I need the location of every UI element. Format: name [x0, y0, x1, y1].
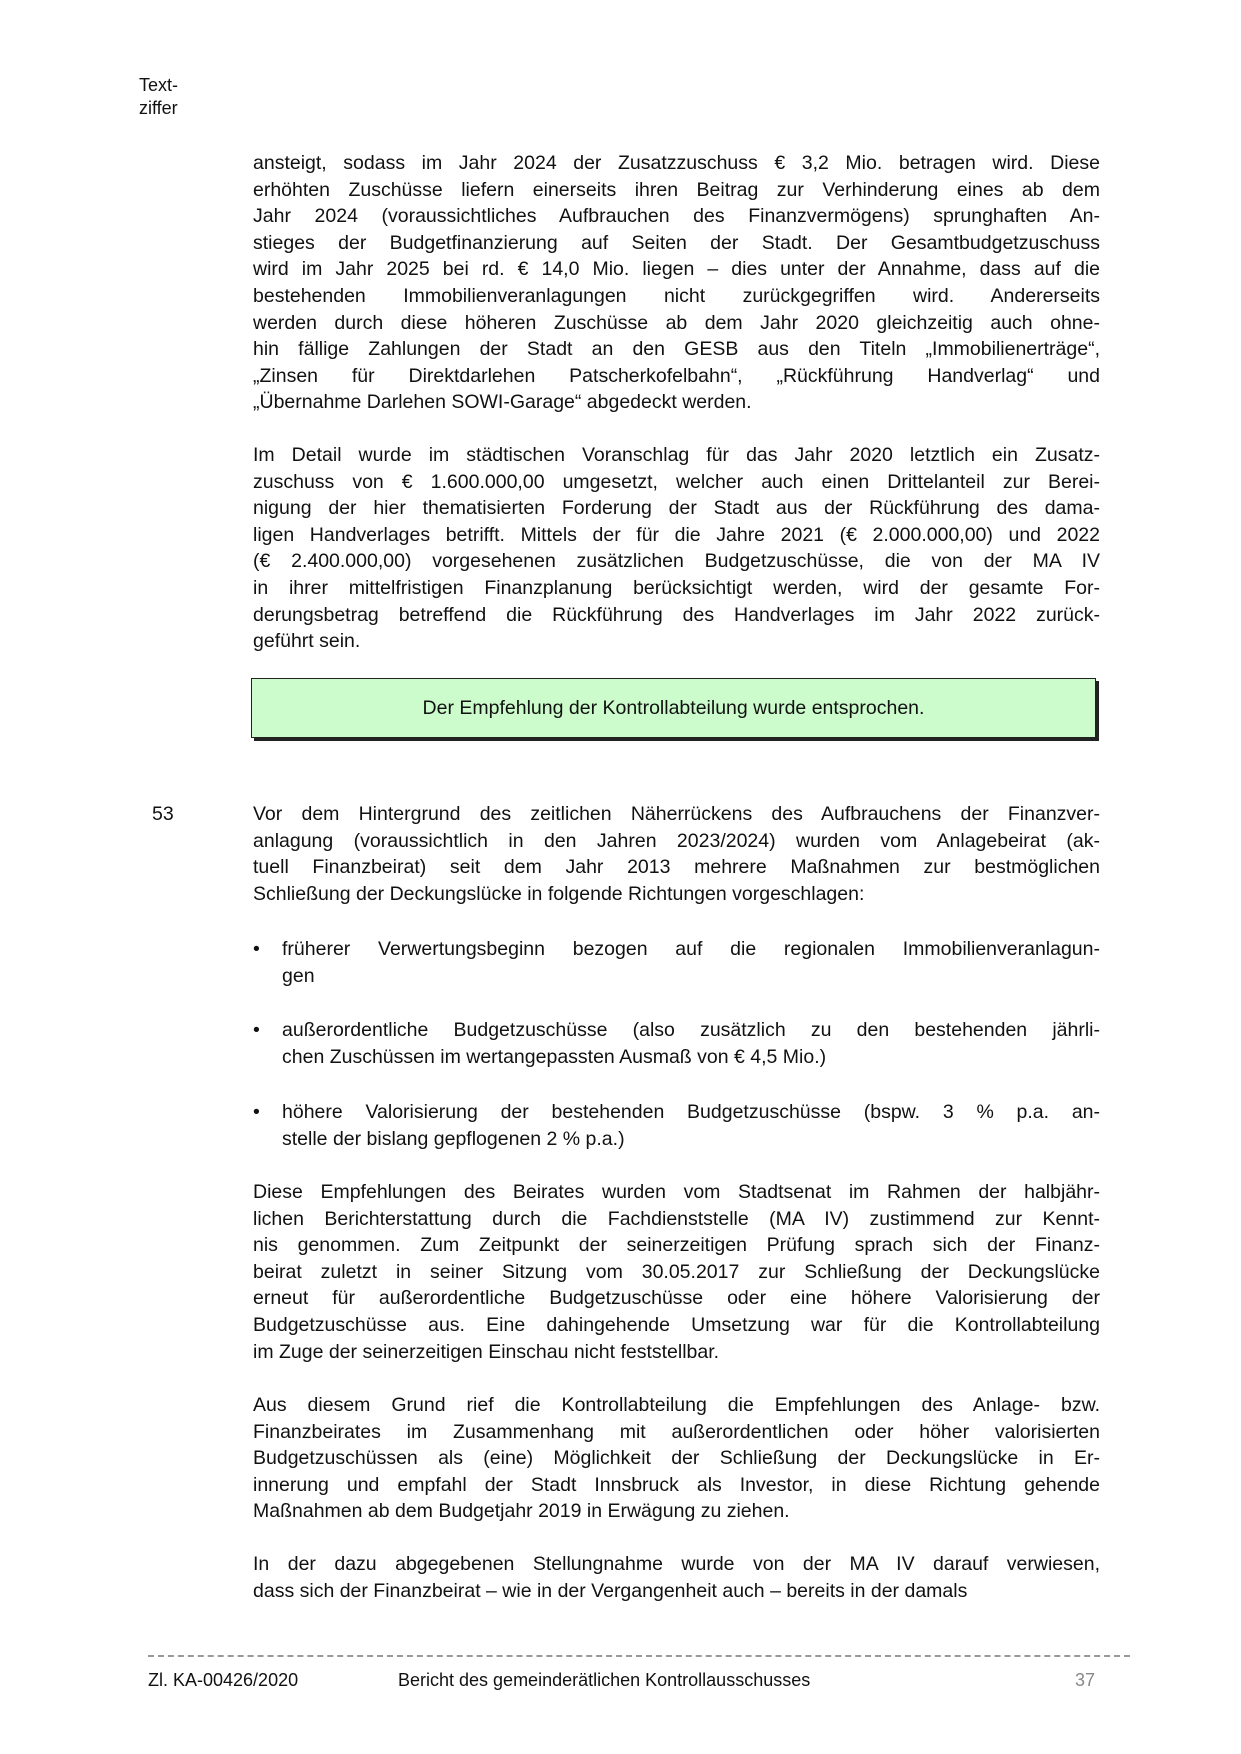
text-line: Schließung der Deckungslücke in folgende Richtungen vorgeschlagen:: [253, 882, 865, 905]
text-line: zuschuss von € 1.600.000,00 umgesetzt, welcher auch einen Drittelanteil zur Berei-: [253, 470, 1100, 493]
text-line: höhere Valorisierung der bestehenden Budgetzuschüsse (bspw. 3 % p.a. an-: [282, 1101, 1100, 1123]
text-line: in ihrer mittelfristigen Finanzplanung berücksichtigt werden, wird der gesamte For-: [253, 576, 1100, 599]
bullet-text: [282, 1099, 1100, 1152]
text-line: stelle der bislang gepflogenen 2 % p.a.): [282, 1127, 625, 1150]
text-line: derungsbetrag betreffend die Rückführung des Handverlages im Jahr 2022 zurück-: [253, 603, 1100, 626]
bullet-text: [282, 936, 1100, 989]
text-line: erneut für außerordentliche Budgetzuschüsse oder eine höhere Valorisierung der: [253, 1287, 1100, 1310]
text-line: innerung und empfahl der Stadt Innsbruck als Investor, in diese Richtung gehende: [253, 1473, 1100, 1496]
text-line: stieges der Budgetfinanzierung auf Seiten der Stadt. Der Gesamtbudgetzuschuss: [253, 231, 1100, 254]
text-line: Vor dem Hintergrund des zeitlichen Näherrückens des Aufbrauchens der Finanzver-: [253, 803, 1100, 825]
text-line: erhöhten Zuschüsse liefern einerseits ihren Beitrag zur Verhinderung eines ab dem: [253, 178, 1100, 201]
bullet-icon: •: [253, 938, 260, 960]
bullet-icon: •: [253, 1019, 260, 1041]
margin-label-line: ziffer: [139, 98, 178, 118]
margin-label-line: Text-: [139, 75, 179, 95]
paragraph: [253, 801, 1100, 907]
text-line: nis genommen. Zum Zeitpunkt der seinerzeitigen Prüfung sprach sich der Finanz-: [253, 1234, 1100, 1257]
bullet-icon: •: [253, 1101, 260, 1123]
paragraph: [253, 1551, 1100, 1604]
text-line: außerordentliche Budgetzuschüsse (also zusätzlich zu den bestehenden jährli-: [282, 1019, 1100, 1041]
text-line: dass sich der Finanzbeirat – wie in der Vergangenheit auch – bereits in der damals: [253, 1579, 968, 1602]
text-line: tuell Finanzbeirat) seit dem Jahr 2013 mehrere Maßnahmen zur bestmöglichen: [253, 856, 1100, 879]
text-line: „Zinsen für Direktdarlehen Patscherkofelbahn“, „Rückführung Handverlag“ und: [253, 364, 1100, 387]
text-line: ansteigt, sodass im Jahr 2024 der Zusatzzuschuss € 3,2 Mio. betragen wird. Diese: [253, 152, 1100, 174]
text-line: bestehenden Immobilienveranlagungen nicht zurückgegriffen wird. Andererseits: [253, 284, 1100, 307]
text-line: geführt sein.: [253, 630, 361, 653]
paragraph: [253, 442, 1100, 655]
text-line: In der dazu abgegebenen Stellungnahme wurde von der MA IV darauf verwiesen,: [253, 1553, 1100, 1575]
recommendation-box: [251, 678, 1096, 738]
text-line: (€ 2.400.000,00) vorgesehenen zusätzlichen Budgetzuschüsse, die von der MA IV: [253, 550, 1100, 573]
text-line: beirat zuletzt in seiner Sitzung vom 30.05.2017 zur Schließung der Deckungslücke: [253, 1260, 1100, 1283]
footer-reference: Zl. KA-00426/2020: [148, 1670, 299, 1690]
text-line: wird im Jahr 2025 bei rd. € 14,0 Mio. liegen – dies unter der Annahme, dass auf die: [253, 258, 1100, 281]
text-line: chen Zuschüssen im wertangepassten Ausmaß von € 4,5 Mio.): [282, 1045, 827, 1068]
text-line: „Übernahme Darlehen SOWI-Garage“ abgedeckt werden.: [253, 391, 752, 414]
text-line: werden durch diese höheren Zuschüsse ab dem Jahr 2020 gleichzeitig auch ohne-: [253, 311, 1100, 334]
text-line: im Zuge der seinerzeitigen Einschau nicht feststellbar.: [253, 1340, 720, 1363]
text-line: Jahr 2024 (voraussichtliches Aufbrauchen des Finanzvermögens) sprunghaften An-: [253, 205, 1100, 228]
text-line: nigung der hier thematisierten Forderung der Stadt aus der Rückführung des dama-: [253, 497, 1100, 520]
footer-title: Bericht des gemeinderätlichen Kontrollausschusses: [398, 1670, 811, 1690]
recommendation-text: Der Empfehlung der Kontrollabteilung wurde entsprochen.: [422, 696, 925, 719]
paragraph: [253, 1179, 1100, 1365]
text-line: Finanzbeirates im Zusammenhang mit außerordentlichen oder höher valorisierten: [253, 1420, 1100, 1443]
text-line: Aus diesem Grund rief die Kontrollabteilung die Empfehlungen des Anlage- bzw.: [253, 1394, 1100, 1416]
text-line: ligen Handverlages betrifft. Mittels der für die Jahre 2021 (€ 2.000.000,00) und 2022: [253, 523, 1100, 546]
footer-divider: [148, 1655, 1130, 1657]
text-line: Diese Empfehlungen des Beirates wurden vom Stadtsenat im Rahmen der halbjähr-: [253, 1181, 1100, 1203]
text-number: 53: [152, 803, 174, 825]
text-line: gen: [282, 964, 315, 987]
text-line: früherer Verwertungsbeginn bezogen auf die regionalen Immobilienveranlagun-: [282, 938, 1100, 960]
paragraph: [253, 1392, 1100, 1525]
bullet-text: [282, 1017, 1100, 1070]
text-line: Budgetzuschüssen als (eine) Möglichkeit der Schließung der Deckungslücke in Er-: [253, 1447, 1100, 1470]
text-line: Budgetzuschüsse aus. Eine dahingehende Umsetzung war für die Kontrollabteilung: [253, 1313, 1100, 1336]
text-line: Maßnahmen ab dem Budgetjahr 2019 in Erwägung zu ziehen.: [253, 1500, 790, 1523]
text-line: anlagung (voraussichtlich in den Jahren 2023/2024) wurden vom Anlagebeirat (ak-: [253, 829, 1100, 852]
text-line: Im Detail wurde im städtischen Voranschlag für das Jahr 2020 letztlich ein Zusatz-: [253, 444, 1100, 466]
text-line: lichen Berichterstattung durch die Fachdienststelle (MA IV) zustimmend zur Kennt-: [253, 1207, 1100, 1230]
text-line: hin fällige Zahlungen der Stadt an den GESB aus den Titeln „Immobilienerträge“,: [253, 338, 1100, 361]
paragraph: [253, 150, 1100, 416]
margin-label: [139, 74, 178, 120]
page-number: 37: [1075, 1670, 1096, 1690]
